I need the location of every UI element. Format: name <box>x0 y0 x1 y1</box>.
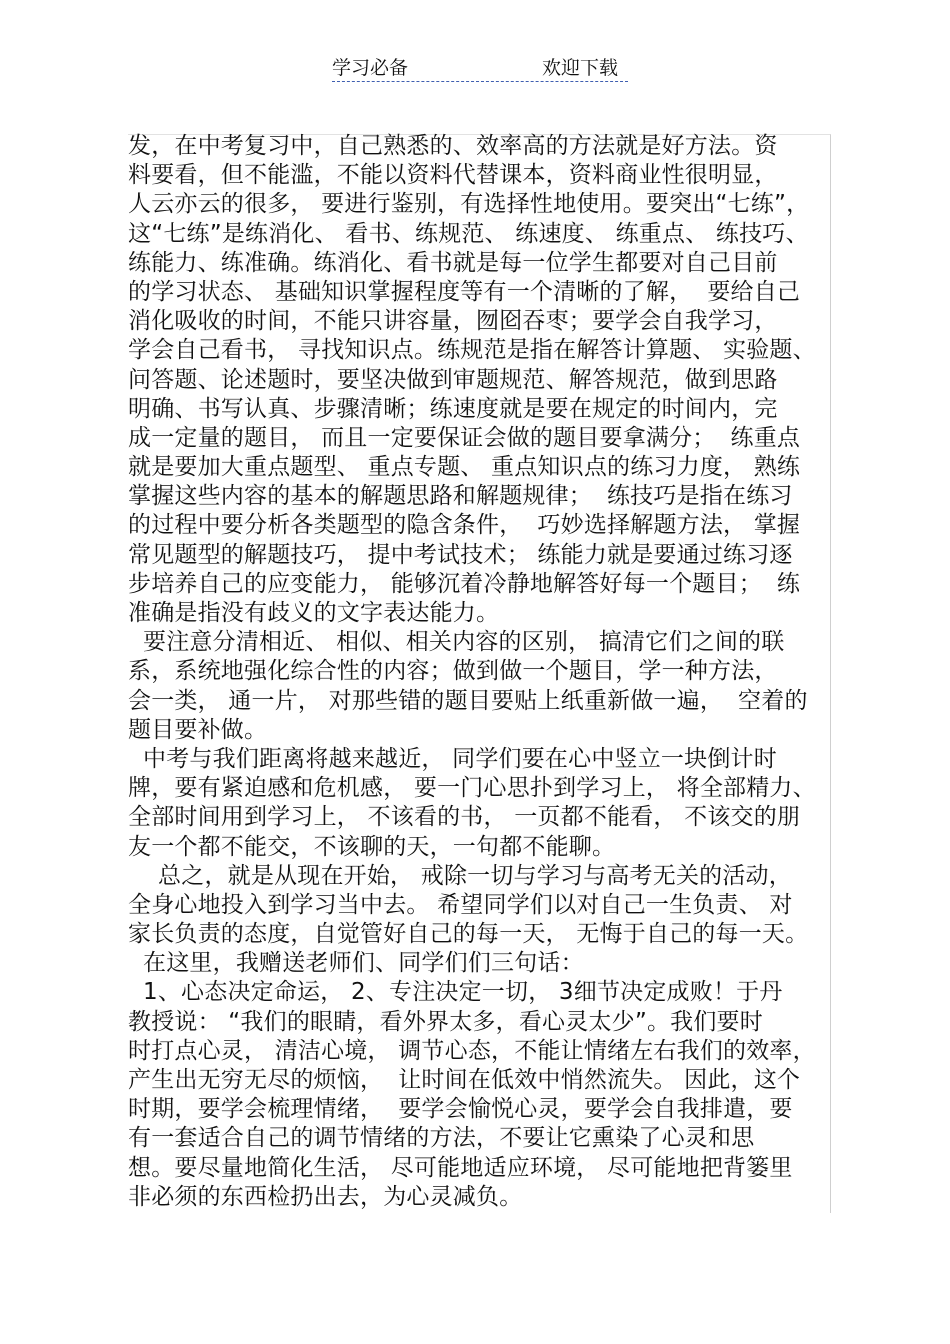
text-line: 在这里，我赠送老师们、同学们们三句话： <box>128 950 584 977</box>
text-line: 全部时间用到学习上， 不该看的书， 一页都不能看， 不该交的朋 <box>128 804 801 831</box>
text-line: 产生出无穷无尽的烦恼， 让时间在低效中悄然流失。 因此，这个 <box>128 1067 801 1093</box>
text-line: 成一定量的题目， 而且一定要保证会做的题目要拿满分； 练重点 <box>128 424 801 451</box>
text-line: 的过程中要分析各类题型的隐含条件， 巧妙选择解题方法， 掌握 <box>128 512 801 539</box>
text-line: 会一类， 通一片， 对那些错的题目要贴上纸重新做一遍， 空着的 <box>128 687 808 714</box>
header-dashed-rule <box>332 81 628 82</box>
text-line: 练能力、练准确。练消化、看书就是每一位学生都要对自己目前 <box>128 249 778 276</box>
text-line: 问答题、论述题时，要坚决做到审题规范、解答规范，做到思路 <box>128 366 778 393</box>
text-line: 中考与我们距离将越来越近， 同学们要在心中竖立一块倒计时 <box>128 745 777 772</box>
text-line: 准确是指没有歧义的文字表达能力。 <box>128 600 500 626</box>
text-line: 牌，要有紧迫感和危机感， 要一门心思扑到学习上， 将全部精力、 <box>128 775 816 802</box>
text-line: 题目要补做。 <box>128 716 268 743</box>
text-line: 常见题型的解题技巧， 提中考试技术； 练能力就是要通过练习逐 <box>128 541 793 568</box>
text-line: 时打点心灵， 清洁心境， 调节心态，不能让情绪左右我们的效率， <box>128 1037 816 1064</box>
text-line: 系，系统地强化综合性的内容；做到做一个题目，学一种方法， <box>128 658 778 685</box>
text-line: 友一个都不能交，不该聊的天，一句都不能聊。 <box>128 833 616 860</box>
text-line: 时期，要学会梳理情绪， 要学会愉悦心灵，要学会自我排遣，要 <box>128 1096 793 1123</box>
text-line: 步培养自己的应变能力， 能够沉着冷静地解答好每一个题目； 练 <box>128 570 801 597</box>
text-line: 非必须的东西检扔出去，为心灵减负。 <box>128 1183 523 1210</box>
text-line: 发，在中考复习中，自己熟悉的、效率高的方法就是好方法。资 <box>128 133 778 159</box>
header-left-text: 学习必备 <box>332 57 409 79</box>
text-line: 人云亦云的很多， 要进行鉴别，有选择性地使用。要突出“七练”， <box>128 191 810 218</box>
document-body <box>128 132 832 1212</box>
text-line: 想。要尽量地简化生活， 尽可能地适应环境， 尽可能地把背篓里 <box>128 1154 793 1181</box>
text-line: 有一套适合自己的调节情绪的方法，不要让它熏染了心灵和思 <box>128 1125 755 1152</box>
text-line: 的学习状态、 基础知识掌握程度等有一个清晰的了解， 要给自己 <box>128 278 801 305</box>
text-line: 这“七练”是练消化、 看书、练规范、 练速度、 练重点、 练技巧、 <box>128 220 809 247</box>
text-line: 1、心态决定命运， 2、专注决定一切， 3细节决定成败！于丹 <box>128 979 783 1006</box>
text-line: 总之，就是从现在开始， 戒除一切与学习与高考无关的活动， <box>128 862 792 889</box>
text-line: 全身心地投入到学习当中去。 希望同学们以对自己一生负责、 对 <box>128 891 793 918</box>
text-line: 要注意分清相近、 相似、相关内容的区别， 搞清它们之间的联 <box>128 629 785 656</box>
text-line: 料要看，但不能滥，不能以资料代替课本，资料商业性很明显， <box>128 162 778 189</box>
text-line: 掌握这些内容的基本的解题思路和解题规律； 练技巧是指在练习 <box>128 483 793 510</box>
page-header <box>332 56 628 84</box>
text-line: 明确、书写认真、步骤清晰；练速度就是要在规定的时间内，完 <box>128 395 778 422</box>
text-line: 家长负责的态度，自觉管好自己的每一天， 无悔于自己的每一天。 <box>128 921 809 948</box>
header-right-text: 欢迎下载 <box>542 57 619 79</box>
text-line: 学会自己看书， 寻找知识点。练规范是指在解答计算题、 实验题、 <box>128 337 816 364</box>
text-line: 就是要加大重点题型、 重点专题、 重点知识点的练习力度， 熟练 <box>128 454 801 481</box>
text-line: 教授说： “我们的眼睛，看外界太多，看心灵太少”。我们要时 <box>128 1008 763 1035</box>
text-line: 消化吸收的时间，不能只讲容量，囫囵吞枣；要学会自我学习， <box>128 308 778 335</box>
